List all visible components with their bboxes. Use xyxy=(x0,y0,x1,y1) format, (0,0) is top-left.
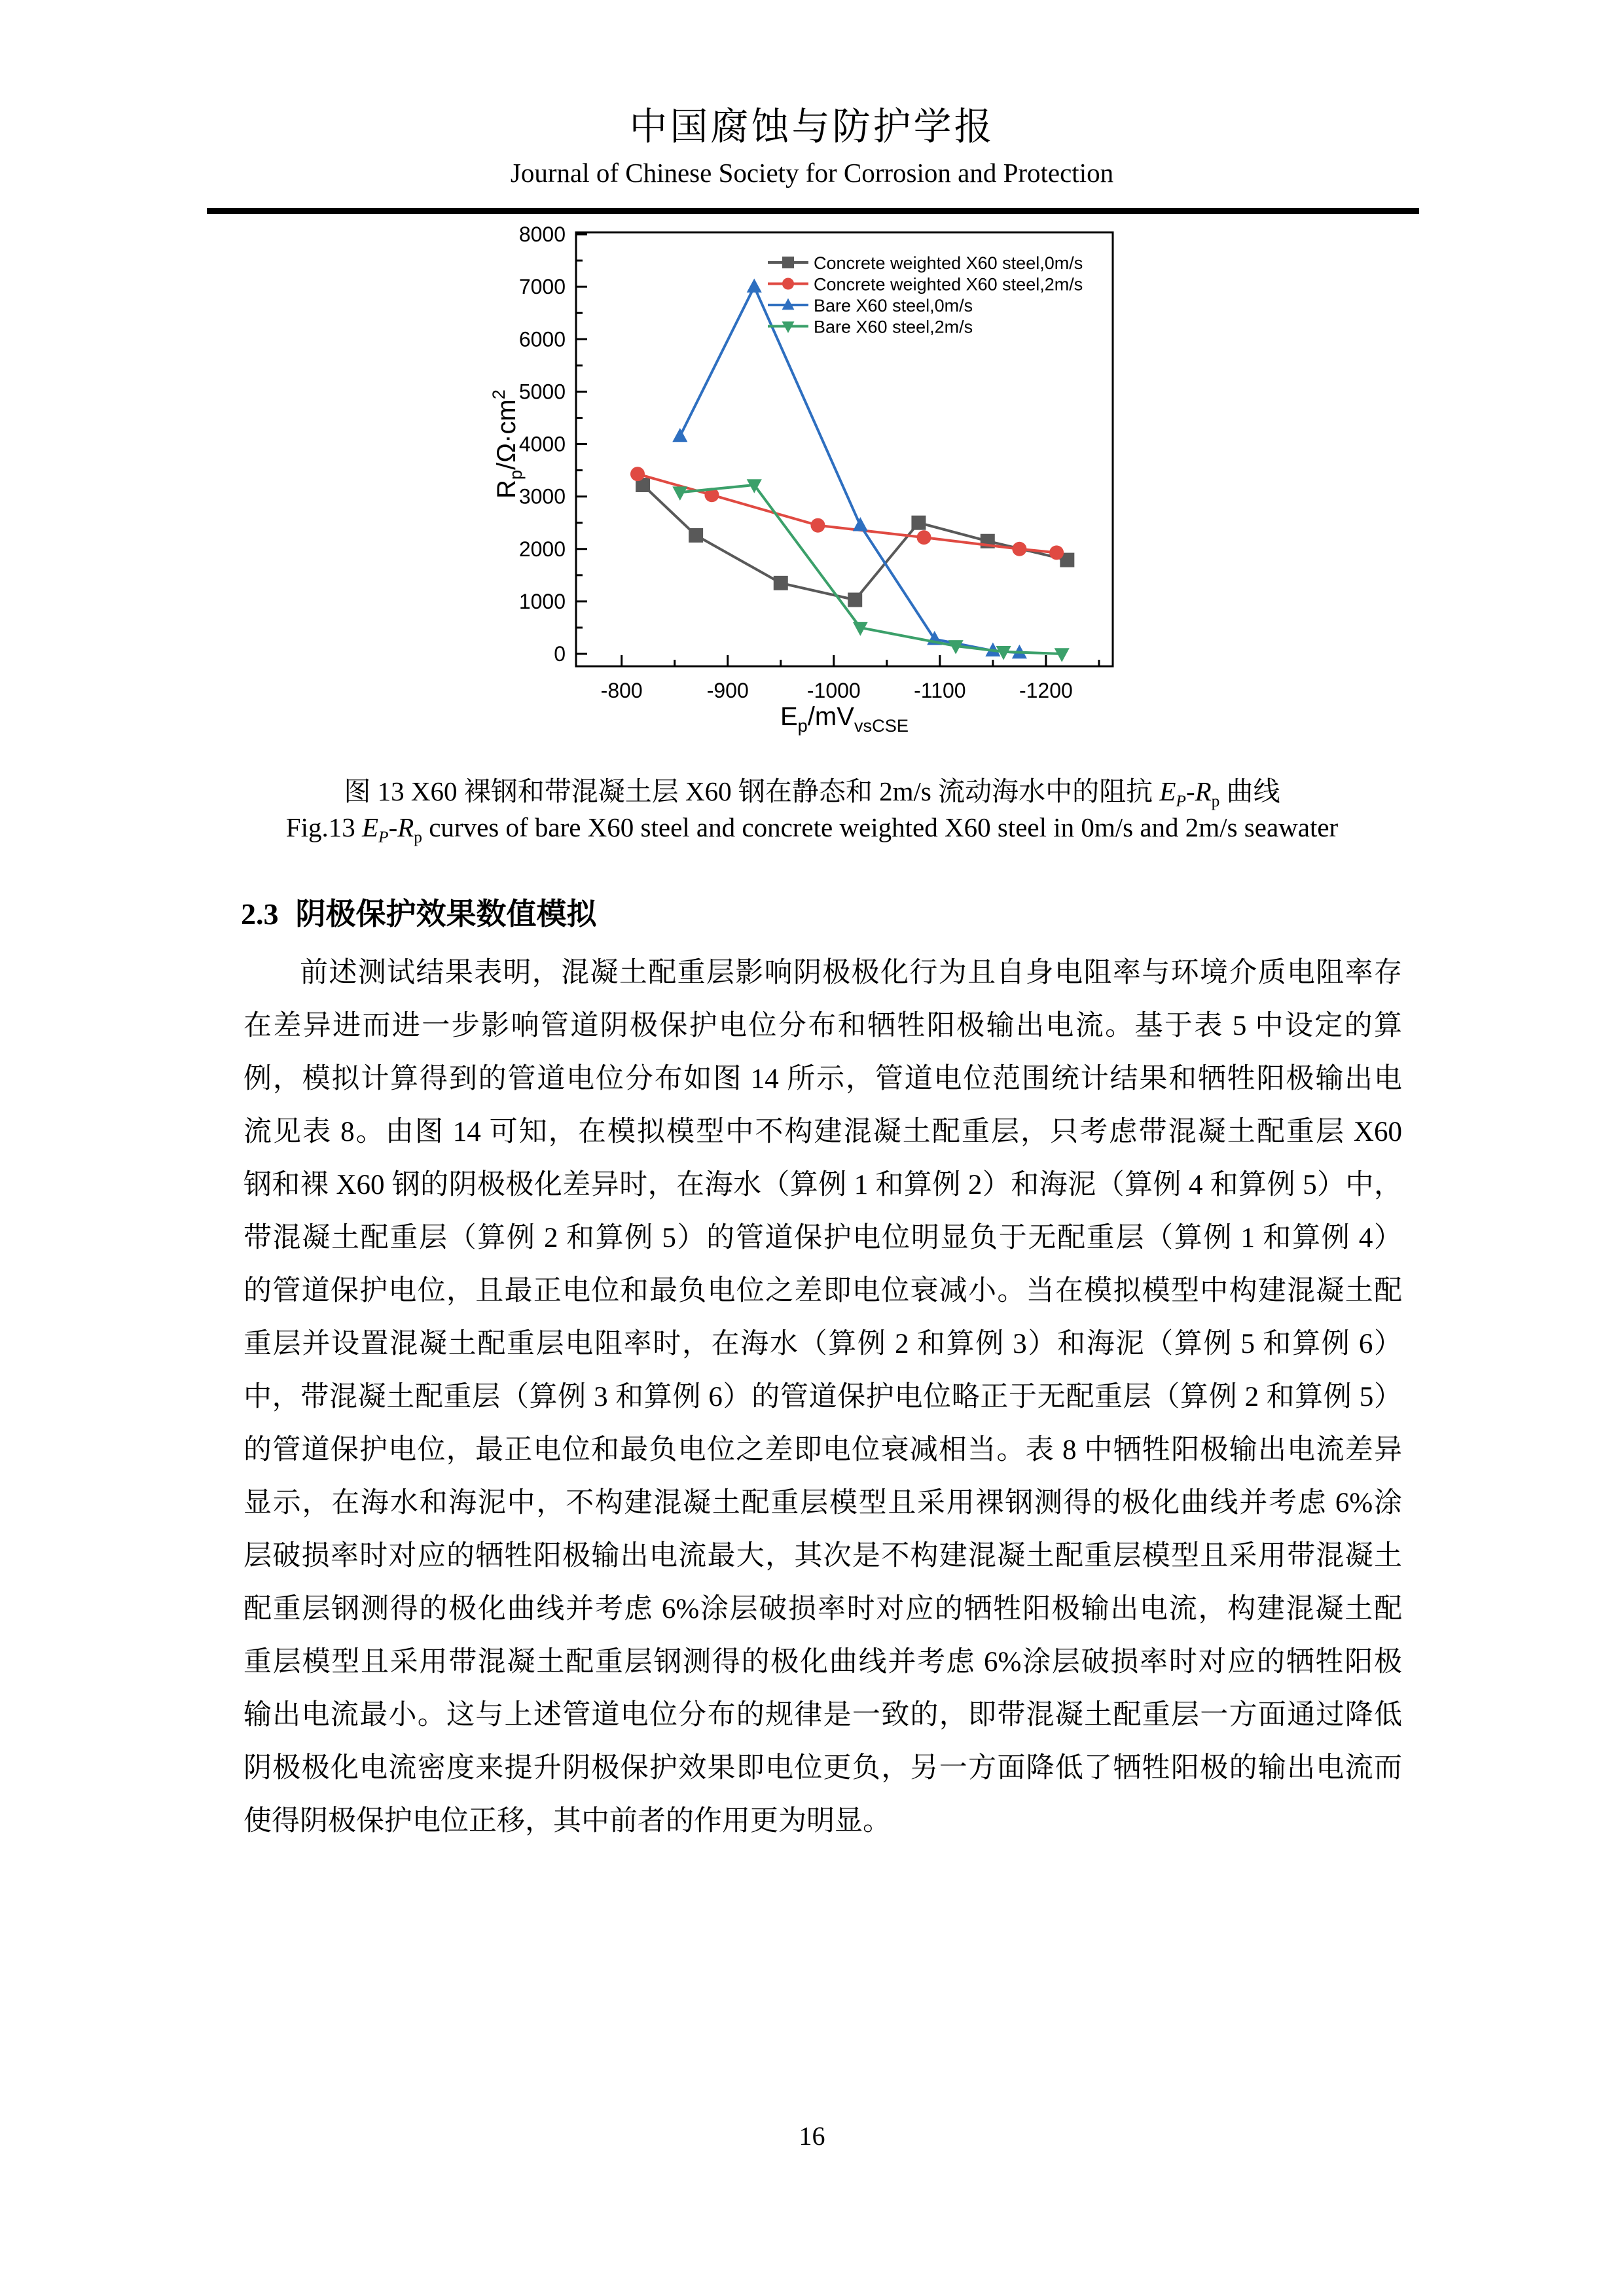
body-line: 重层并设置混凝土配重层电阻率时，在海水（算例 2 和算例 3）和海泥（算例 5 和算例 6） xyxy=(244,1329,1402,1359)
caption-fragment: E xyxy=(361,812,379,842)
ep-rp-chart-svg xyxy=(481,216,1155,759)
legend-label: Concrete weighted X60 steel,2m/s xyxy=(814,274,1083,295)
caption-fragment: p xyxy=(414,827,422,846)
body-line: 流见表 8。由图 14 可知，在模拟模型中不构建混凝土配重层，只考虑带混凝土配重层 X60 xyxy=(244,1117,1402,1147)
y-tick-label: 4000 xyxy=(518,432,566,456)
data-point-marker xyxy=(774,576,788,590)
journal-title-zh: 中国腐蚀与防护学报 xyxy=(629,105,995,148)
body-line: 带混凝土配重层（算例 2 和算例 5）的管道保护电位明显负于无配重层（算例 1 和算例 4） xyxy=(244,1223,1402,1253)
caption-fragment: curves of bare X60 steel and concrete weighted X60 steel in 0m/s and 2m/s seawater xyxy=(422,812,1339,842)
caption-fragment: p xyxy=(1211,791,1220,810)
body-line: 钢和裸 X60 钢的阴极极化差异时，在海水（算例 1 和算例 2）和海泥（算例 4 和算例 5）中， xyxy=(244,1170,1402,1200)
x-tick-label: -800 xyxy=(600,679,643,702)
body-line: 层破损率时对应的牺牲阳极输出电流最大，其次是不构建混凝土配重层模型且采用带混凝土 xyxy=(244,1541,1402,1571)
data-point-marker xyxy=(672,486,687,500)
y-tick-label: 1000 xyxy=(518,589,566,613)
caption-fragment: 曲线 xyxy=(1219,776,1280,806)
caption-fragment: Fig.13 xyxy=(285,812,362,842)
data-point-marker xyxy=(630,467,645,481)
x-tick-label: -1200 xyxy=(1019,679,1073,702)
body-line: 配重层钢测得的极化曲线并考虑 6%涂层破损率时对应的牺牲阳极输出电流，构建混凝土配 xyxy=(244,1594,1402,1624)
body-line: 例，模拟计算得到的管道电位分布如图 14 所示，管道电位范围统计结果和牺牲阳极输出电 xyxy=(244,1064,1402,1094)
body-line: 阴极极化电流密度来提升阴极保护效果即电位更负，另一方面降低了牺牲阳极的输出电流而 xyxy=(244,1753,1402,1784)
y-tick-label: 5000 xyxy=(518,380,566,404)
section-title: 阴极保护效果数值模拟 xyxy=(295,897,597,931)
axis-label-fragment: E xyxy=(780,702,798,731)
figure-13-chart xyxy=(481,216,1155,759)
caption-fragment: E xyxy=(1159,776,1176,806)
figure-caption-zh xyxy=(0,770,1624,811)
data-point-marker xyxy=(672,428,687,442)
axis-label-fragment: p xyxy=(505,469,526,480)
section-number: 2.3 xyxy=(241,897,279,931)
axis-label-fragment: p xyxy=(797,715,808,736)
axis-label-fragment: 2 xyxy=(488,389,509,400)
section-heading xyxy=(241,890,597,933)
body-line: 重层模型且采用带混凝土配重层钢测得的极化曲线并考虑 6%涂层破损率时对应的牺牲阳极 xyxy=(244,1647,1402,1677)
data-point-marker xyxy=(810,518,825,533)
y-tick-label: 3000 xyxy=(518,484,566,509)
axis-label-fragment: R xyxy=(492,480,521,499)
y-tick-label: 6000 xyxy=(518,327,566,351)
caption-fragment: P xyxy=(1176,791,1186,810)
data-point-marker xyxy=(1012,542,1026,556)
body-line: 在差异进而进一步影响管道阴极保护电位分布和牺牲阳极输出电流。基于表 5 中设定的算 xyxy=(244,1011,1402,1041)
data-point-marker xyxy=(917,530,931,545)
data-point-marker xyxy=(1055,648,1070,662)
y-axis-label xyxy=(488,389,526,499)
legend-marker xyxy=(782,278,794,290)
header-rule xyxy=(207,208,1419,214)
data-point-marker xyxy=(747,278,762,292)
journal-title-en: Journal of Chinese Society for Corrosion and Protection xyxy=(510,158,1114,188)
x-axis-label xyxy=(780,702,909,736)
data-point-marker xyxy=(853,517,868,531)
y-tick-label: 2000 xyxy=(518,537,566,561)
legend-marker xyxy=(782,257,794,268)
body-line: 显示，在海水和海泥中，不构建混凝土配重层模型且采用裸钢测得的极化曲线并考虑 6%涂 xyxy=(244,1488,1402,1518)
body-line: 前述测试结果表明，混凝土配重层影响阴极极化行为且自身电阻率与环境介质电阻率存 xyxy=(300,958,1402,988)
y-tick-label: 0 xyxy=(554,642,566,666)
data-point-marker xyxy=(911,516,926,530)
legend-label: Bare X60 steel,0m/s xyxy=(814,296,973,315)
figure-caption-en xyxy=(0,812,1624,847)
x-tick-label: -1100 xyxy=(914,679,966,702)
body-line: 输出电流最小。这与上述管道电位分布的规律是一致的，即带混凝土配重层一方面通过降低 xyxy=(244,1700,1402,1731)
caption-fragment: - xyxy=(388,812,398,842)
caption-fragment: 图 13 X60 裸钢和带混凝土层 X60 钢在静态和 2m/s 流动海水中的阻抗 xyxy=(344,776,1160,806)
legend-label: Bare X60 steel,2m/s xyxy=(814,317,973,337)
body-paragraph xyxy=(244,946,1402,1848)
body-line: 的管道保护电位，最正电位和最负电位之差即电位衰减相当。表 8 中牺牲阳极输出电流差异 xyxy=(244,1435,1402,1465)
caption-fragment: P xyxy=(378,827,389,846)
axis-label-fragment: /mV xyxy=(807,702,854,731)
x-tick-label: -1000 xyxy=(806,679,861,702)
series-line-3 xyxy=(680,485,1062,654)
body-line: 使得阴极保护电位正移，其中前者的作用更为明显。 xyxy=(244,1806,891,1837)
axis-label-fragment: /Ω·cm xyxy=(492,399,521,470)
page-number: 16 xyxy=(799,2121,825,2151)
caption-fragment: R xyxy=(397,812,414,842)
data-point-marker xyxy=(848,592,862,607)
caption-fragment: - xyxy=(1185,776,1195,806)
series-line-0 xyxy=(643,485,1067,600)
body-line: 中，带混凝土配重层（算例 3 和算例 6）的管道保护电位略正于无配重层（算例 2 和算例 5） xyxy=(244,1382,1402,1412)
y-tick-label: 8000 xyxy=(518,223,566,246)
y-tick-label: 7000 xyxy=(518,275,566,299)
data-point-marker xyxy=(689,528,703,543)
data-point-marker xyxy=(1049,545,1064,560)
axis-label-fragment: vsCSE xyxy=(854,715,909,736)
caption-fragment: R xyxy=(1195,776,1212,806)
x-tick-label: -900 xyxy=(706,679,749,702)
legend-label: Concrete weighted X60 steel,0m/s xyxy=(814,253,1083,273)
body-line: 的管道保护电位，且最正电位和最负电位之差即电位衰减小。当在模拟模型中构建混凝土配 xyxy=(244,1276,1402,1306)
